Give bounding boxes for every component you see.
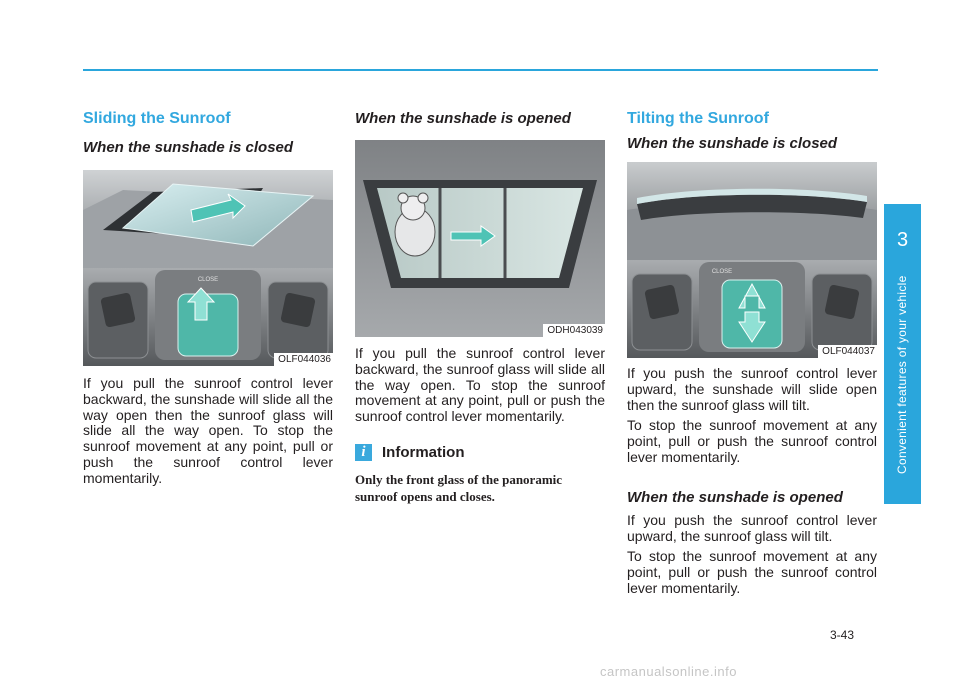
subheading-sunshade-opened: When the sunshade is opened <box>627 488 843 506</box>
panoramic-sunroof-illustration <box>355 140 605 337</box>
information-header <box>355 443 605 463</box>
information-text: Only the front glass of the panoramic sunroof opens and closes. <box>355 471 563 504</box>
close-label: CLOSE <box>197 277 219 283</box>
column-sliding <box>83 108 333 487</box>
information-title: Information <box>382 444 465 462</box>
chapter-number: 3 <box>896 229 909 251</box>
column-tilting <box>627 108 877 597</box>
chapter-side-tab <box>884 204 921 504</box>
section-heading-tilting: Tilting the Sunroof <box>627 110 769 127</box>
footer-watermark: carmanualsonline.info <box>600 664 737 679</box>
body-text: If you pull the sunroof control lever backward, the sunroof glass will slide all the way open. To stop the sunroof movement at any point, pull or push the sunroof control lever momentarily. <box>355 345 605 425</box>
section-heading-sliding: Sliding the Sunroof <box>83 110 231 127</box>
figure-code: OLF044036 <box>274 353 333 366</box>
page-number: 3-43 <box>830 628 855 642</box>
figure-sunshade-opened <box>355 140 605 337</box>
info-icon: i <box>355 444 372 461</box>
tilting-sunroof-illustration <box>627 162 877 358</box>
close-label: CLOSE <box>711 269 733 275</box>
column-sunshade-opened <box>355 108 605 505</box>
header-rule <box>83 69 878 71</box>
body-text: To stop the sunroof movement at any point, pull or push the sunroof control lever momentarily. <box>627 548 877 596</box>
body-text: To stop the sunroof movement at any point, pull or push the sunroof control lever momentarily. <box>627 417 877 465</box>
subheading-sunshade-opened: When the sunshade is opened <box>355 110 571 127</box>
body-text: If you push the sunroof control lever upward, the sunshade will slide open then the sunroof glass will tilt. <box>627 365 877 413</box>
subheading-sunshade-closed: When the sunshade is closed <box>627 135 838 152</box>
figure-tilting-sunroof <box>627 162 877 358</box>
body-text: If you pull the sunroof control lever backward, the sunshade will slide all the way open then the sunroof glass will slide all the way open. To stop the sunroof movement at any point, pull or push the sunroof control lever momentarily. <box>83 375 333 486</box>
subheading-sunshade-closed: When the sunshade is closed <box>83 139 294 156</box>
figure-sliding-sunroof <box>83 170 333 366</box>
sliding-sunroof-illustration <box>83 170 333 366</box>
body-text: If you push the sunroof control lever upward, the sunroof glass will tilt. <box>627 511 877 544</box>
figure-code: ODH043039 <box>543 324 605 337</box>
chapter-title: Convenient features of your vehicle <box>895 275 909 474</box>
figure-code: OLF044037 <box>818 345 877 358</box>
